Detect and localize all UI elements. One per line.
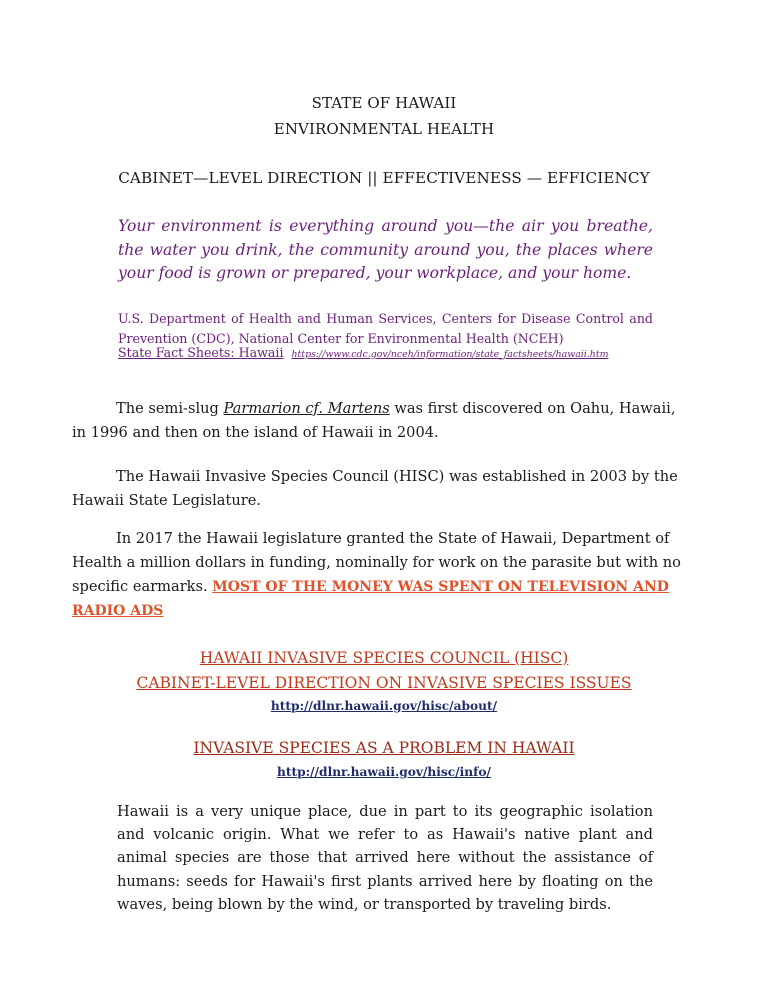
source-citation: U.S. Department of Health and Human Services, Centers for Disease Control and Prevention (CDC), National Center for Environmental Health (NCEH) [118, 311, 653, 346]
paragraph-hisc-established [72, 465, 692, 513]
environment-quote: Your environment is everything around you—the air you breathe, the water you drink, the community around you, the places where your food is grown or prepared, your workplace, and your home. [118, 217, 653, 282]
state-fact-sheet-row [118, 345, 678, 360]
invasive-problem-title: INVASIVE SPECIES AS A PROBLEM IN HAWAII [193, 739, 575, 757]
hawaii-unique-paragraph: Hawaii is a very unique place, due in part to its geographic isolation and volcanic origin. What we refer to as Hawaii's native plant and animal species are those that arrived here without the assistance of humans: seeds for Hawaii's first plants arrived here by floating on the waves, being blown by the wind, or transported by traveling birds. [117, 803, 653, 913]
species-name: Parmarion cf. Martens [223, 400, 390, 417]
p1-text-after: was first discovered on Oahu, Hawaii, in 1996 and then on the island of Hawaii in 2004. [72, 400, 676, 441]
header-state: STATE OF HAWAII [311, 94, 457, 112]
header-cabinet-direction: CABINET—LEVEL DIRECTION || EFFECTIVENESS — EFFICIENCY [118, 169, 650, 187]
paragraph-semi-slug [72, 397, 692, 445]
p3-text: In 2017 the Hawaii legislature granted the State of Hawaii, Department of Health a million dollars in funding, nominally for work on the parasite but with no specific earmarks. [72, 530, 681, 595]
cdc-fact-sheet-link[interactable]: https://www.cdc.gov/nceh/information/state_factsheets/hawaii.htm [291, 349, 609, 360]
p2-text: The Hawaii Invasive Species Council (HISC) was established in 2003 by the Hawaii State Legislature. [72, 468, 678, 509]
hisc-info-link[interactable]: http://dlnr.hawaii.gov/hisc/info/ [277, 765, 491, 779]
money-spent-alert: MOST OF THE MONEY WAS SPENT ON TELEVISION AND RADIO ADS [72, 579, 669, 619]
hisc-section-title: HAWAII INVASIVE SPECIES COUNCIL (HISC) [199, 649, 569, 667]
header-environmental-health: ENVIRONMENTAL HEALTH [273, 120, 495, 138]
hisc-about-link[interactable]: http://dlnr.hawaii.gov/hisc/about/ [270, 699, 498, 713]
hisc-section-subtitle: CABINET-LEVEL DIRECTION ON INVASIVE SPECIES ISSUES [136, 674, 632, 692]
p1-text-before: The semi-slug [116, 400, 224, 417]
paragraph-funding [72, 527, 692, 623]
state-fact-sheet-label[interactable]: State Fact Sheets: Hawaii [118, 345, 284, 360]
